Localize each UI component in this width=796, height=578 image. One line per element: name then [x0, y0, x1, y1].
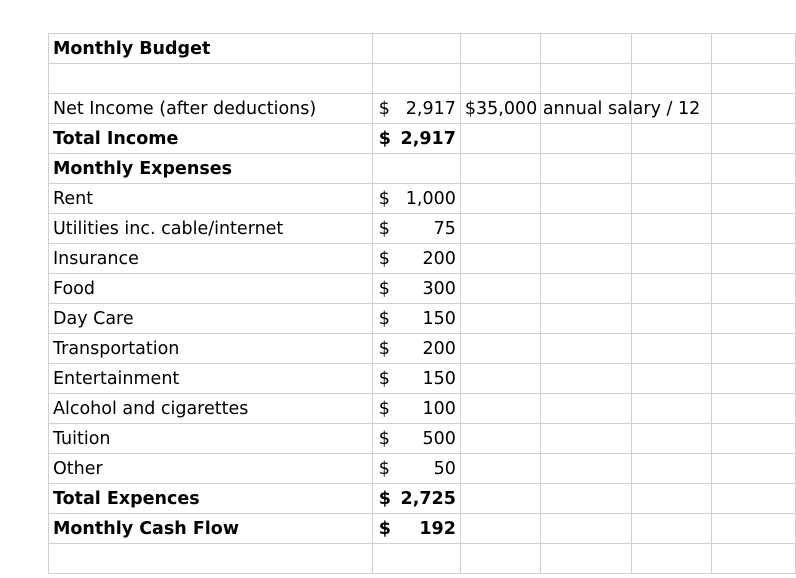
- cell[interactable]: [712, 274, 796, 304]
- cell[interactable]: [540, 394, 631, 424]
- total-expenses-row: [49, 484, 796, 514]
- cell[interactable]: [632, 244, 712, 274]
- cell[interactable]: [460, 454, 540, 484]
- net-income-row: [49, 94, 796, 124]
- expense-label[interactable]: Rent: [49, 184, 373, 214]
- expense-amount: 500: [422, 429, 456, 449]
- cell[interactable]: [540, 34, 631, 64]
- currency-symbol: $: [378, 279, 390, 299]
- cell[interactable]: [460, 394, 540, 424]
- total-income-amount-cell[interactable]: [372, 124, 460, 154]
- cash-flow-amount: 192: [419, 519, 456, 539]
- expense-amount-cell[interactable]: [372, 274, 460, 304]
- cell[interactable]: [712, 64, 796, 94]
- cash-flow-label[interactable]: Monthly Cash Flow: [49, 514, 373, 544]
- currency-symbol: $: [378, 189, 390, 209]
- cell[interactable]: [540, 364, 631, 394]
- currency-symbol: $: [378, 309, 390, 329]
- currency-symbol: $: [378, 219, 390, 239]
- cell[interactable]: [632, 334, 712, 364]
- cell[interactable]: [460, 124, 540, 154]
- expense-amount-cell[interactable]: [372, 184, 460, 214]
- cell[interactable]: [632, 454, 712, 484]
- cell[interactable]: [49, 64, 373, 94]
- cell[interactable]: [712, 334, 796, 364]
- cell[interactable]: [712, 544, 796, 574]
- cell[interactable]: [460, 244, 540, 274]
- cell[interactable]: [712, 484, 796, 514]
- empty-row: [49, 64, 796, 94]
- cell[interactable]: [460, 334, 540, 364]
- cell[interactable]: [632, 154, 712, 184]
- cell[interactable]: [460, 184, 540, 214]
- cell[interactable]: [712, 34, 796, 64]
- cell[interactable]: [712, 454, 796, 484]
- expense-amount: 1,000: [405, 189, 456, 209]
- cell[interactable]: [540, 484, 631, 514]
- cell[interactable]: [460, 364, 540, 394]
- expense-row: [49, 274, 796, 304]
- cell[interactable]: [540, 124, 631, 154]
- expense-amount-cell[interactable]: [372, 424, 460, 454]
- cell[interactable]: [460, 514, 540, 544]
- cell[interactable]: [540, 184, 631, 214]
- cell[interactable]: [540, 454, 631, 484]
- expense-amount: 200: [422, 339, 456, 359]
- total-income-label[interactable]: Total Income: [49, 124, 373, 154]
- expense-row: [49, 304, 796, 334]
- expense-label[interactable]: Utilities inc. cable/internet: [49, 214, 373, 244]
- cell[interactable]: [460, 274, 540, 304]
- expense-amount-cell[interactable]: [372, 244, 460, 274]
- cell[interactable]: [632, 304, 712, 334]
- currency-symbol: $: [378, 369, 390, 389]
- expense-rows: [49, 184, 796, 484]
- cell[interactable]: [632, 64, 712, 94]
- expense-amount: 150: [422, 369, 456, 389]
- expense-row: [49, 394, 796, 424]
- cell[interactable]: [632, 124, 712, 154]
- currency-symbol: $: [378, 429, 390, 449]
- cell[interactable]: [712, 214, 796, 244]
- currency-symbol: $: [378, 99, 390, 119]
- title-row: [49, 34, 796, 64]
- expense-label[interactable]: Alcohol and cigarettes: [49, 394, 373, 424]
- spreadsheet: [48, 33, 796, 574]
- cash-flow-row: [49, 514, 796, 544]
- cell[interactable]: [540, 64, 631, 94]
- cell[interactable]: [632, 514, 712, 544]
- expense-label[interactable]: Food: [49, 274, 373, 304]
- expense-row: [49, 214, 796, 244]
- expenses-header[interactable]: Monthly Expenses: [49, 154, 373, 184]
- expense-row: [49, 244, 796, 274]
- currency-symbol: $: [378, 129, 391, 149]
- currency-symbol: $: [378, 249, 390, 269]
- expense-amount-cell[interactable]: [372, 304, 460, 334]
- net-income-note: $35,000 annual salary / 12: [464, 99, 701, 119]
- cell[interactable]: [712, 424, 796, 454]
- expense-label[interactable]: Transportation: [49, 334, 373, 364]
- total-income-row: [49, 124, 796, 154]
- cell[interactable]: [460, 34, 540, 64]
- expense-amount-cell[interactable]: [372, 394, 460, 424]
- expense-row: [49, 364, 796, 394]
- cell[interactable]: [712, 364, 796, 394]
- cell[interactable]: [460, 544, 540, 574]
- cell[interactable]: [712, 394, 796, 424]
- cell[interactable]: [632, 364, 712, 394]
- expense-row: [49, 454, 796, 484]
- total-expenses-label[interactable]: Total Expences: [49, 484, 373, 514]
- cell[interactable]: [632, 34, 712, 64]
- cell[interactable]: [540, 514, 631, 544]
- cell[interactable]: [632, 184, 712, 214]
- total-income-amount: 2,917: [400, 129, 456, 149]
- cell[interactable]: [49, 544, 373, 574]
- expense-label[interactable]: Tuition: [49, 424, 373, 454]
- expense-amount: 150: [422, 309, 456, 329]
- currency-symbol: $: [378, 519, 391, 539]
- cell[interactable]: [460, 424, 540, 454]
- currency-symbol: $: [378, 339, 390, 359]
- cell[interactable]: [540, 424, 631, 454]
- expense-amount: 200: [422, 249, 456, 269]
- currency-symbol: $: [378, 399, 390, 419]
- net-income-label[interactable]: Net Income (after deductions): [49, 94, 373, 124]
- cell[interactable]: [712, 244, 796, 274]
- cell[interactable]: [712, 124, 796, 154]
- empty-row: [49, 544, 796, 574]
- currency-symbol: $: [378, 489, 391, 509]
- expense-amount: 300: [422, 279, 456, 299]
- expense-amount-cell[interactable]: [372, 454, 460, 484]
- net-income-amount-cell[interactable]: [372, 94, 460, 124]
- cell[interactable]: [460, 154, 540, 184]
- cell[interactable]: [372, 64, 460, 94]
- net-income-note-cell[interactable]: [460, 94, 701, 124]
- cell[interactable]: [540, 154, 631, 184]
- cell[interactable]: [540, 334, 631, 364]
- expense-label[interactable]: Day Care: [49, 304, 373, 334]
- cell[interactable]: [632, 274, 712, 304]
- total-expenses-amount-cell[interactable]: [372, 484, 460, 514]
- expense-amount: 100: [422, 399, 456, 419]
- cash-flow-amount-cell[interactable]: [372, 514, 460, 544]
- expense-amount: 50: [433, 459, 456, 479]
- expense-amount-cell[interactable]: [372, 364, 460, 394]
- sheet-title[interactable]: Monthly Budget: [49, 34, 373, 64]
- expense-label[interactable]: Other: [49, 454, 373, 484]
- cell[interactable]: [460, 484, 540, 514]
- cell[interactable]: [372, 34, 460, 64]
- cell[interactable]: [540, 544, 631, 574]
- expenses-header-row: [49, 154, 796, 184]
- cell[interactable]: [372, 154, 460, 184]
- budget-table: [48, 33, 796, 574]
- cell[interactable]: [632, 394, 712, 424]
- cell[interactable]: [540, 304, 631, 334]
- expense-row: [49, 424, 796, 454]
- expense-label[interactable]: Insurance: [49, 244, 373, 274]
- cell[interactable]: [632, 484, 712, 514]
- cell[interactable]: [632, 544, 712, 574]
- cell[interactable]: [372, 544, 460, 574]
- net-income-amount: 2,917: [405, 99, 456, 119]
- expense-amount-cell[interactable]: [372, 214, 460, 244]
- total-expenses-amount: 2,725: [400, 489, 456, 509]
- cell[interactable]: [712, 304, 796, 334]
- expense-row: [49, 184, 796, 214]
- cell[interactable]: [540, 214, 631, 244]
- currency-symbol: $: [378, 459, 390, 479]
- cell[interactable]: [460, 214, 540, 244]
- expense-amount-cell[interactable]: [372, 334, 460, 364]
- cell[interactable]: [712, 184, 796, 214]
- expense-row: [49, 334, 796, 364]
- expense-label[interactable]: Entertainment: [49, 364, 373, 394]
- cell[interactable]: [460, 64, 540, 94]
- cell[interactable]: [632, 424, 712, 454]
- cell[interactable]: [540, 274, 631, 304]
- expense-amount: 75: [433, 219, 456, 239]
- cell[interactable]: [632, 214, 712, 244]
- cell[interactable]: [460, 304, 540, 334]
- cell[interactable]: [712, 154, 796, 184]
- cell[interactable]: [712, 94, 796, 124]
- cell[interactable]: [712, 514, 796, 544]
- cell[interactable]: [540, 244, 631, 274]
